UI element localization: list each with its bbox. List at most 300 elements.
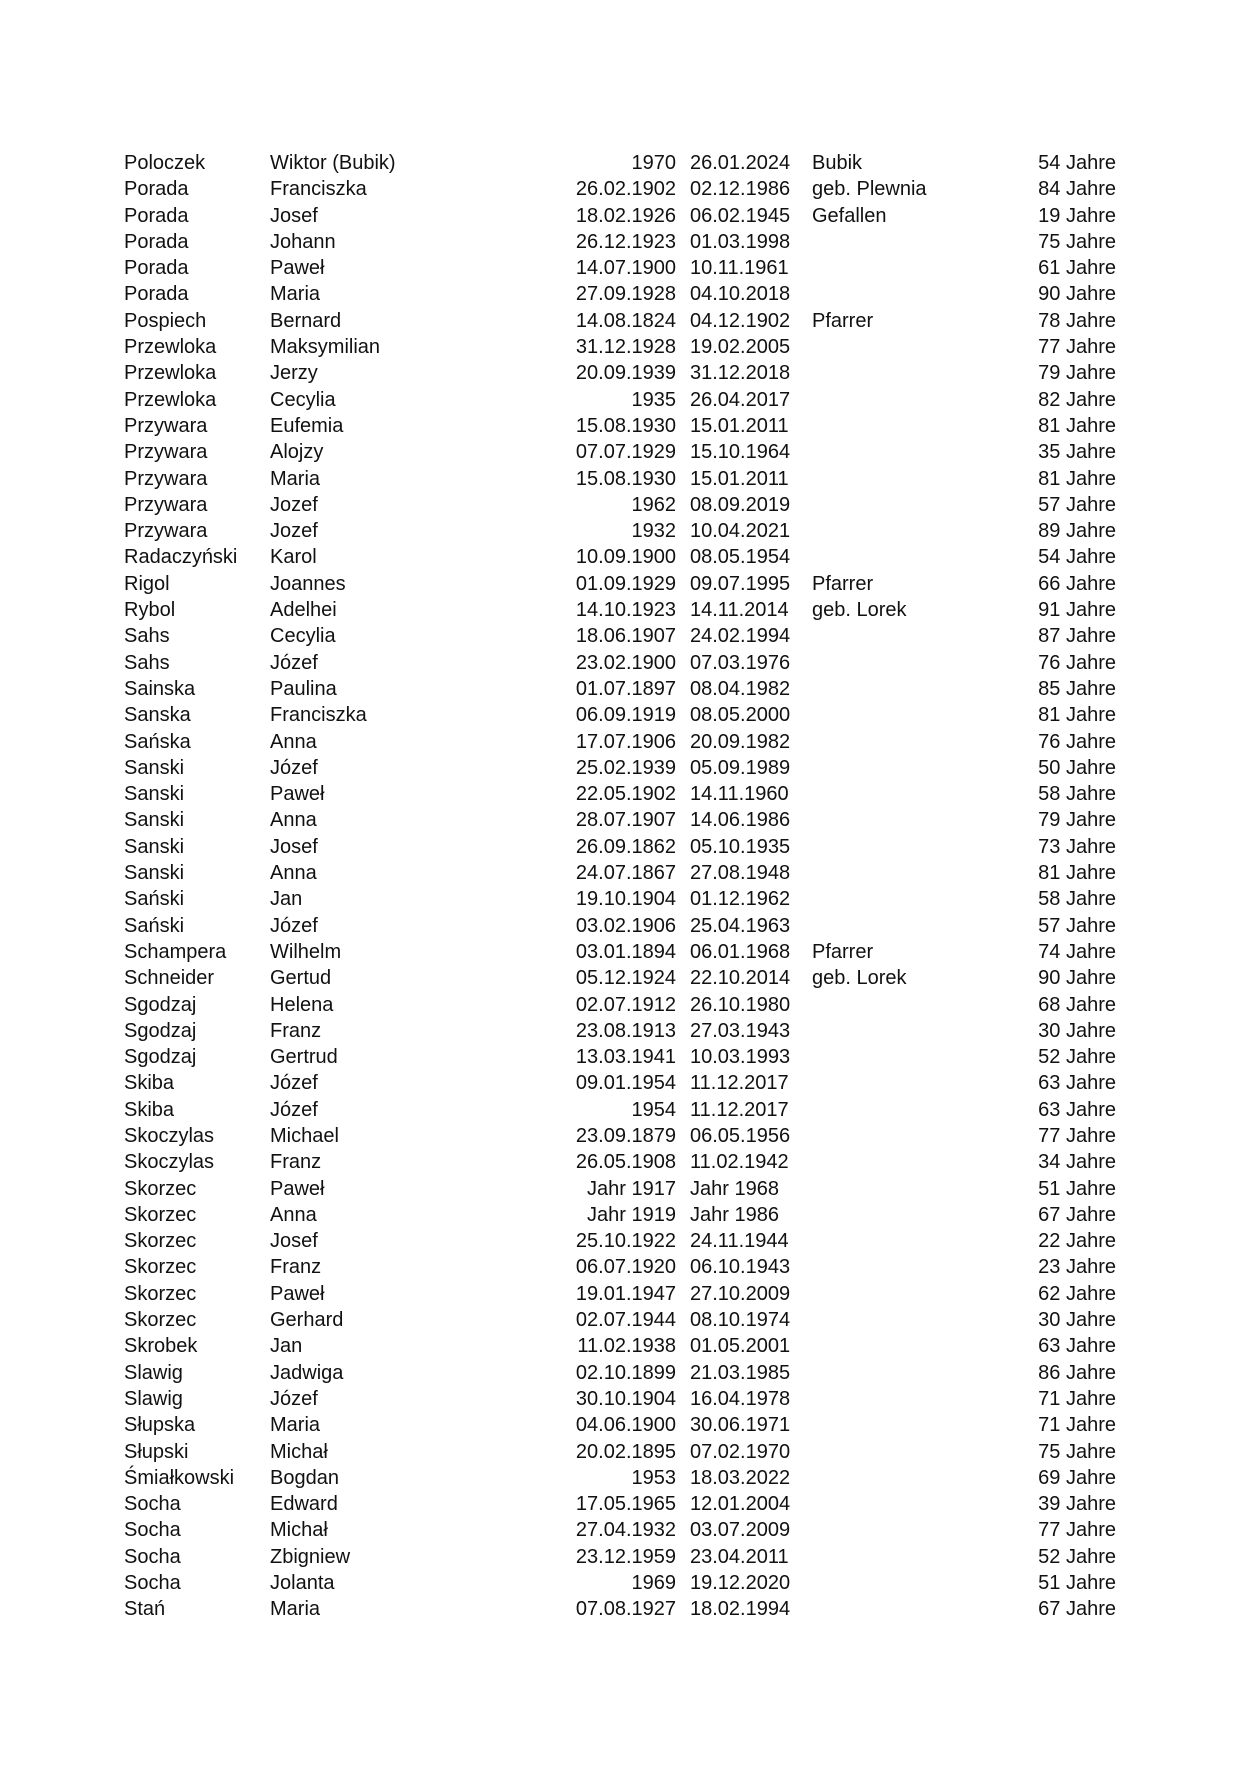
- age-cell: 30 Jahre: [1038, 1309, 1116, 1332]
- age-cell: 63 Jahre: [1038, 1335, 1116, 1358]
- death-date-cell: 26.10.1980: [690, 993, 791, 1016]
- surname-cell: Sgodzaj: [124, 1019, 197, 1042]
- birth-date-cell: 01.07.1897: [575, 677, 676, 700]
- note-cell: Pfarrer: [812, 940, 874, 963]
- surname-cell: Socha: [124, 1572, 181, 1595]
- age-cell: 78 Jahre: [1038, 309, 1116, 332]
- first-name-cell: Michael: [270, 1124, 339, 1147]
- first-name-cell: Maria: [270, 283, 321, 306]
- surname-cell: Przywara: [124, 493, 208, 516]
- death-date-cell: 27.08.1948: [690, 862, 791, 885]
- birth-date-cell: 1935: [631, 388, 676, 411]
- table-row: [124, 308, 1116, 334]
- death-date-cell: 08.04.1982: [690, 677, 791, 700]
- age-cell: 67 Jahre: [1038, 1203, 1116, 1226]
- table-row: [124, 676, 1116, 702]
- birth-date-cell: 26.02.1902: [575, 178, 676, 201]
- first-name-cell: Jozef: [270, 493, 318, 516]
- first-name-cell: Josef: [270, 1230, 318, 1253]
- table-row: [124, 623, 1116, 649]
- first-name-cell: Maria: [270, 467, 321, 490]
- birth-date-cell: 18.02.1926: [575, 204, 676, 227]
- first-name-cell: Anna: [270, 1203, 317, 1226]
- birth-date-cell: 17.07.1906: [575, 730, 676, 753]
- death-date-cell: 26.04.2017: [690, 388, 791, 411]
- table-row: [124, 913, 1116, 939]
- death-date-cell: 04.10.2018: [690, 283, 791, 306]
- table-row: [124, 1149, 1116, 1175]
- death-date-cell: 06.01.1968: [690, 940, 791, 963]
- first-name-cell: Paweł: [270, 257, 325, 280]
- age-cell: 54 Jahre: [1038, 546, 1116, 569]
- death-date-cell: 31.12.2018: [690, 362, 791, 385]
- surname-cell: Porada: [124, 204, 189, 227]
- age-cell: 22 Jahre: [1038, 1230, 1116, 1253]
- first-name-cell: Józef: [270, 914, 318, 937]
- birth-date-cell: Jahr 1919: [587, 1203, 676, 1226]
- first-name-cell: Joannes: [270, 572, 346, 595]
- surname-cell: Skorzec: [124, 1177, 197, 1200]
- surname-cell: Przywara: [124, 467, 208, 490]
- age-cell: 50 Jahre: [1038, 756, 1116, 779]
- note-cell: Pfarrer: [812, 309, 874, 332]
- first-name-cell: Franciszka: [270, 178, 367, 201]
- first-name-cell: Michał: [270, 1519, 328, 1542]
- table-row: [124, 886, 1116, 912]
- table-row: [124, 1307, 1116, 1333]
- age-cell: 91 Jahre: [1038, 599, 1116, 622]
- birth-date-cell: 1962: [631, 493, 676, 516]
- birth-date-cell: 25.10.1922: [575, 1230, 676, 1253]
- age-cell: 77 Jahre: [1038, 1124, 1116, 1147]
- age-cell: 61 Jahre: [1038, 257, 1116, 280]
- surname-cell: Przewloka: [124, 388, 217, 411]
- surname-cell: Skorzec: [124, 1203, 197, 1226]
- birth-date-cell: 14.07.1900: [575, 257, 676, 280]
- table-row: [124, 1097, 1116, 1123]
- birth-date-cell: 13.03.1941: [575, 1046, 676, 1069]
- death-date-cell: 08.10.1974: [690, 1309, 791, 1332]
- age-cell: 39 Jahre: [1038, 1493, 1116, 1516]
- age-cell: 71 Jahre: [1038, 1414, 1116, 1437]
- birth-date-cell: 26.09.1862: [575, 835, 676, 858]
- death-date-cell: 07.03.1976: [690, 651, 791, 674]
- first-name-cell: Jadwiga: [270, 1361, 344, 1384]
- age-cell: 35 Jahre: [1038, 441, 1116, 464]
- birth-date-cell: 25.02.1939: [575, 756, 676, 779]
- age-cell: 81 Jahre: [1038, 414, 1116, 437]
- first-name-cell: Jozef: [270, 520, 318, 543]
- birth-date-cell: 02.07.1912: [575, 993, 676, 1016]
- death-date-cell: 24.11.1944: [690, 1230, 789, 1253]
- age-cell: 90 Jahre: [1038, 283, 1116, 306]
- surname-cell: Słupska: [124, 1414, 196, 1437]
- age-cell: 30 Jahre: [1038, 1019, 1116, 1042]
- age-cell: 63 Jahre: [1038, 1098, 1116, 1121]
- table-row: [124, 860, 1116, 886]
- table-row: [124, 702, 1116, 728]
- first-name-cell: Edward: [270, 1493, 338, 1516]
- table-row: [124, 650, 1116, 676]
- surname-cell: Przewloka: [124, 362, 217, 385]
- birth-date-cell: 26.05.1908: [575, 1151, 676, 1174]
- age-cell: 58 Jahre: [1038, 783, 1116, 806]
- surname-cell: Porada: [124, 230, 189, 253]
- surname-cell: Pospiech: [124, 309, 207, 332]
- note-cell: geb. Lorek: [812, 967, 907, 990]
- table-row: [124, 1570, 1116, 1596]
- birth-date-cell: 02.10.1899: [575, 1361, 676, 1384]
- surname-cell: Sgodzaj: [124, 993, 197, 1016]
- age-cell: 75 Jahre: [1038, 1440, 1116, 1463]
- surname-cell: Sańska: [124, 730, 191, 753]
- death-date-cell: 19.02.2005: [690, 336, 791, 359]
- age-cell: 84 Jahre: [1038, 178, 1116, 201]
- age-cell: 85 Jahre: [1038, 677, 1116, 700]
- birth-date-cell: 23.02.1900: [575, 651, 676, 674]
- age-cell: 79 Jahre: [1038, 362, 1116, 385]
- age-cell: 19 Jahre: [1038, 204, 1116, 227]
- death-date-cell: 11.02.1942: [690, 1151, 789, 1174]
- death-date-cell: 20.09.1982: [690, 730, 791, 753]
- age-cell: 63 Jahre: [1038, 1072, 1116, 1095]
- table-row: [124, 965, 1116, 991]
- death-date-cell: 14.11.2014: [690, 599, 789, 622]
- death-date-cell: 01.03.1998: [690, 230, 791, 253]
- first-name-cell: Anna: [270, 862, 317, 885]
- surname-cell: Sanski: [124, 783, 185, 806]
- age-cell: 82 Jahre: [1038, 388, 1116, 411]
- age-cell: 87 Jahre: [1038, 625, 1116, 648]
- surname-cell: Sahs: [124, 651, 170, 674]
- table-row: [124, 1228, 1116, 1254]
- birth-date-cell: 05.12.1924: [575, 967, 676, 990]
- surname-cell: Poloczek: [124, 152, 206, 174]
- surname-cell: Sgodzaj: [124, 1046, 197, 1069]
- table-row: [124, 255, 1116, 281]
- first-name-cell: Cecylia: [270, 388, 336, 411]
- first-name-cell: Bogdan: [270, 1466, 339, 1489]
- surname-cell: Śmiałkowski: [124, 1466, 235, 1489]
- birth-date-cell: 03.01.1894: [575, 940, 676, 963]
- first-name-cell: Cecylia: [270, 625, 336, 648]
- birth-date-cell: 10.09.1900: [575, 546, 676, 569]
- table-row: [124, 439, 1116, 465]
- surname-cell: Sanski: [124, 809, 185, 832]
- surname-cell: Socha: [124, 1493, 181, 1516]
- birth-date-cell: 22.05.1902: [575, 783, 676, 806]
- birth-date-cell: 27.09.1928: [575, 283, 676, 306]
- death-date-cell: 14.06.1986: [690, 809, 791, 832]
- first-name-cell: Jan: [270, 1335, 303, 1358]
- surname-cell: Skoczylas: [124, 1151, 215, 1174]
- death-date-cell: 05.09.1989: [690, 756, 791, 779]
- surname-cell: Sański: [124, 914, 185, 937]
- surname-cell: Sanski: [124, 835, 185, 858]
- birth-date-cell: 20.09.1939: [575, 362, 676, 385]
- death-date-cell: 26.01.2024: [690, 152, 791, 174]
- death-date-cell: 25.04.1963: [690, 914, 791, 937]
- death-date-cell: 27.03.1943: [690, 1019, 791, 1042]
- first-name-cell: Karol: [270, 546, 317, 569]
- surname-cell: Przywara: [124, 441, 208, 464]
- burial-register-table: [124, 150, 1116, 1623]
- death-date-cell: 08.05.2000: [690, 704, 791, 727]
- first-name-cell: Franz: [270, 1151, 322, 1174]
- table-row: [124, 755, 1116, 781]
- age-cell: 79 Jahre: [1038, 809, 1116, 832]
- table-row: [124, 544, 1116, 570]
- death-date-cell: 23.04.2011: [690, 1545, 789, 1568]
- first-name-cell: Jolanta: [270, 1572, 335, 1595]
- first-name-cell: Józef: [270, 1072, 318, 1095]
- death-date-cell: 19.12.2020: [690, 1572, 791, 1595]
- table-row: [124, 1360, 1116, 1386]
- birth-date-cell: 15.08.1930: [575, 414, 676, 437]
- death-date-cell: 27.10.2009: [690, 1282, 791, 1305]
- table-row: [124, 1517, 1116, 1543]
- table-row: [124, 1018, 1116, 1044]
- surname-cell: Schneider: [124, 967, 215, 990]
- age-cell: 76 Jahre: [1038, 730, 1116, 753]
- first-name-cell: Gertrud: [270, 1046, 338, 1069]
- table-row: [124, 1176, 1116, 1202]
- first-name-cell: Wiktor (Bubik): [270, 152, 396, 174]
- table-row: [124, 176, 1116, 202]
- age-cell: 57 Jahre: [1038, 493, 1116, 516]
- first-name-cell: Bernard: [270, 309, 342, 332]
- first-name-cell: Michał: [270, 1440, 328, 1463]
- surname-cell: Przywara: [124, 414, 208, 437]
- first-name-cell: Franciszka: [270, 704, 367, 727]
- age-cell: 81 Jahre: [1038, 862, 1116, 885]
- surname-cell: Przewloka: [124, 336, 217, 359]
- table-row: [124, 1070, 1116, 1096]
- table-row: [124, 229, 1116, 255]
- death-date-cell: 21.03.1985: [690, 1361, 791, 1384]
- death-date-cell: 06.05.1956: [690, 1124, 791, 1147]
- table-row: [124, 150, 1116, 176]
- age-cell: 75 Jahre: [1038, 230, 1116, 253]
- table-row: [124, 834, 1116, 860]
- surname-cell: Skrobek: [124, 1335, 198, 1358]
- note-cell: Gefallen: [812, 204, 887, 227]
- death-date-cell: 06.02.1945: [690, 204, 791, 227]
- age-cell: 54 Jahre: [1038, 152, 1116, 174]
- first-name-cell: Adelhei: [270, 599, 337, 622]
- surname-cell: Przywara: [124, 520, 208, 543]
- age-cell: 34 Jahre: [1038, 1151, 1116, 1174]
- table-row: [124, 1333, 1116, 1359]
- table-row: [124, 1281, 1116, 1307]
- table-row: [124, 571, 1116, 597]
- first-name-cell: Jerzy: [270, 362, 318, 385]
- table-row: [124, 781, 1116, 807]
- birth-date-cell: 07.08.1927: [575, 1598, 676, 1621]
- birth-date-cell: 27.04.1932: [575, 1519, 676, 1542]
- birth-date-cell: 06.07.1920: [575, 1256, 676, 1279]
- death-date-cell: 18.03.2022: [690, 1466, 791, 1489]
- birth-date-cell: 1953: [631, 1466, 676, 1489]
- surname-cell: Sański: [124, 888, 185, 911]
- age-cell: 66 Jahre: [1038, 572, 1116, 595]
- death-date-cell: 11.12.2017: [690, 1098, 789, 1121]
- death-date-cell: 11.12.2017: [690, 1072, 789, 1095]
- first-name-cell: Józef: [270, 1098, 318, 1121]
- first-name-cell: Maria: [270, 1414, 321, 1437]
- birth-date-cell: 23.09.1879: [575, 1124, 676, 1147]
- death-date-cell: 24.02.1994: [690, 625, 791, 648]
- death-date-cell: 18.02.1994: [690, 1598, 791, 1621]
- first-name-cell: Maria: [270, 1598, 321, 1621]
- death-date-cell: Jahr 1986: [690, 1203, 779, 1226]
- first-name-cell: Paweł: [270, 783, 325, 806]
- death-date-cell: 22.10.2014: [690, 967, 791, 990]
- death-date-cell: 04.12.1902: [690, 309, 791, 332]
- death-date-cell: Jahr 1968: [690, 1177, 779, 1200]
- first-name-cell: Józef: [270, 1387, 318, 1410]
- first-name-cell: Maksymilian: [270, 336, 381, 359]
- age-cell: 57 Jahre: [1038, 914, 1116, 937]
- age-cell: 58 Jahre: [1038, 888, 1116, 911]
- table-row: [124, 1596, 1116, 1622]
- birth-date-cell: 20.02.1895: [575, 1440, 676, 1463]
- surname-cell: Skorzec: [124, 1309, 197, 1332]
- age-cell: 81 Jahre: [1038, 467, 1116, 490]
- death-date-cell: 01.05.2001: [690, 1335, 791, 1358]
- age-cell: 89 Jahre: [1038, 520, 1116, 543]
- surname-cell: Skorzec: [124, 1230, 197, 1253]
- surname-cell: Stań: [124, 1598, 166, 1621]
- surname-cell: Skorzec: [124, 1282, 197, 1305]
- death-date-cell: 02.12.1986: [690, 178, 791, 201]
- table-row: [124, 1044, 1116, 1070]
- table-row: [124, 1412, 1116, 1438]
- first-name-cell: Eufemia: [270, 414, 344, 437]
- age-cell: 52 Jahre: [1038, 1545, 1116, 1568]
- birth-date-cell: 1932: [631, 520, 676, 543]
- birth-date-cell: 1954: [631, 1098, 676, 1121]
- table-row: [124, 992, 1116, 1018]
- age-cell: 23 Jahre: [1038, 1256, 1116, 1279]
- death-date-cell: 03.07.2009: [690, 1519, 791, 1542]
- first-name-cell: Anna: [270, 809, 317, 832]
- age-cell: 74 Jahre: [1038, 940, 1116, 963]
- surname-cell: Sainska: [124, 677, 196, 700]
- birth-date-cell: 03.02.1906: [575, 914, 676, 937]
- age-cell: 71 Jahre: [1038, 1387, 1116, 1410]
- death-date-cell: 12.01.2004: [690, 1493, 791, 1516]
- birth-date-cell: 01.09.1929: [575, 572, 676, 595]
- table-row: [124, 1254, 1116, 1280]
- surname-cell: Skiba: [124, 1072, 175, 1095]
- table-row: [124, 413, 1116, 439]
- surname-cell: Socha: [124, 1545, 181, 1568]
- first-name-cell: Wilhelm: [270, 940, 342, 963]
- death-date-cell: 10.03.1993: [690, 1046, 791, 1069]
- surname-cell: Skorzec: [124, 1256, 197, 1279]
- birth-date-cell: 09.01.1954: [575, 1072, 676, 1095]
- birth-date-cell: 17.05.1965: [575, 1493, 676, 1516]
- birth-date-cell: 06.09.1919: [575, 704, 676, 727]
- death-date-cell: 07.02.1970: [690, 1440, 791, 1463]
- death-date-cell: 08.05.1954: [690, 546, 791, 569]
- birth-date-cell: 31.12.1928: [575, 336, 676, 359]
- table-row: [124, 1123, 1116, 1149]
- death-date-cell: 10.11.1961: [690, 257, 789, 280]
- death-date-cell: 09.07.1995: [690, 572, 791, 595]
- surname-cell: Sanska: [124, 704, 191, 727]
- surname-cell: Sahs: [124, 625, 170, 648]
- table-row: [124, 203, 1116, 229]
- first-name-cell: Paweł: [270, 1177, 325, 1200]
- death-date-cell: 10.04.2021: [690, 520, 791, 543]
- surname-cell: Slawig: [124, 1387, 183, 1410]
- birth-date-cell: 19.01.1947: [575, 1282, 676, 1305]
- death-date-cell: 08.09.2019: [690, 493, 791, 516]
- surname-cell: Rybol: [124, 599, 176, 622]
- surname-cell: Sanski: [124, 756, 185, 779]
- age-cell: 51 Jahre: [1038, 1572, 1116, 1595]
- table-row: [124, 729, 1116, 755]
- birth-date-cell: 23.12.1959: [575, 1545, 676, 1568]
- birth-date-cell: 15.08.1930: [575, 467, 676, 490]
- surname-cell: Socha: [124, 1519, 181, 1542]
- age-cell: 77 Jahre: [1038, 336, 1116, 359]
- birth-date-cell: 19.10.1904: [575, 888, 676, 911]
- first-name-cell: Franz: [270, 1256, 322, 1279]
- first-name-cell: Alojzy: [270, 441, 324, 464]
- birth-date-cell: 04.06.1900: [575, 1414, 676, 1437]
- surname-cell: Rigol: [124, 572, 170, 595]
- first-name-cell: Josef: [270, 835, 318, 858]
- birth-date-cell: 1970: [631, 152, 676, 174]
- note-cell: geb. Plewnia: [812, 178, 927, 201]
- age-cell: 77 Jahre: [1038, 1519, 1116, 1542]
- first-name-cell: Zbigniew: [270, 1545, 351, 1568]
- table-row: [124, 281, 1116, 307]
- death-date-cell: 05.10.1935: [690, 835, 791, 858]
- death-date-cell: 14.11.1960: [690, 783, 789, 806]
- table-row: [124, 1491, 1116, 1517]
- age-cell: 52 Jahre: [1038, 1046, 1116, 1069]
- surname-cell: Porada: [124, 283, 189, 306]
- first-name-cell: Paulina: [270, 677, 337, 700]
- surname-cell: Slawig: [124, 1361, 183, 1384]
- birth-date-cell: 1969: [631, 1572, 676, 1595]
- age-cell: 68 Jahre: [1038, 993, 1116, 1016]
- note-cell: geb. Lorek: [812, 599, 907, 622]
- first-name-cell: Paweł: [270, 1282, 325, 1305]
- birth-date-cell: 23.08.1913: [575, 1019, 676, 1042]
- table-row: [124, 1465, 1116, 1491]
- birth-date-cell: 14.08.1824: [575, 309, 676, 332]
- death-date-cell: 15.10.1964: [690, 441, 791, 464]
- death-date-cell: 16.04.1978: [690, 1387, 791, 1410]
- birth-date-cell: 14.10.1923: [575, 599, 676, 622]
- age-cell: 81 Jahre: [1038, 704, 1116, 727]
- surname-cell: Radaczyński: [124, 546, 238, 569]
- first-name-cell: Jan: [270, 888, 303, 911]
- age-cell: 67 Jahre: [1038, 1598, 1116, 1621]
- surname-cell: Porada: [124, 257, 189, 280]
- birth-date-cell: 11.02.1938: [577, 1335, 676, 1358]
- death-date-cell: 06.10.1943: [690, 1256, 791, 1279]
- birth-date-cell: 24.07.1867: [575, 862, 676, 885]
- table-row: [124, 492, 1116, 518]
- death-date-cell: 30.06.1971: [690, 1414, 791, 1437]
- table-row: [124, 807, 1116, 833]
